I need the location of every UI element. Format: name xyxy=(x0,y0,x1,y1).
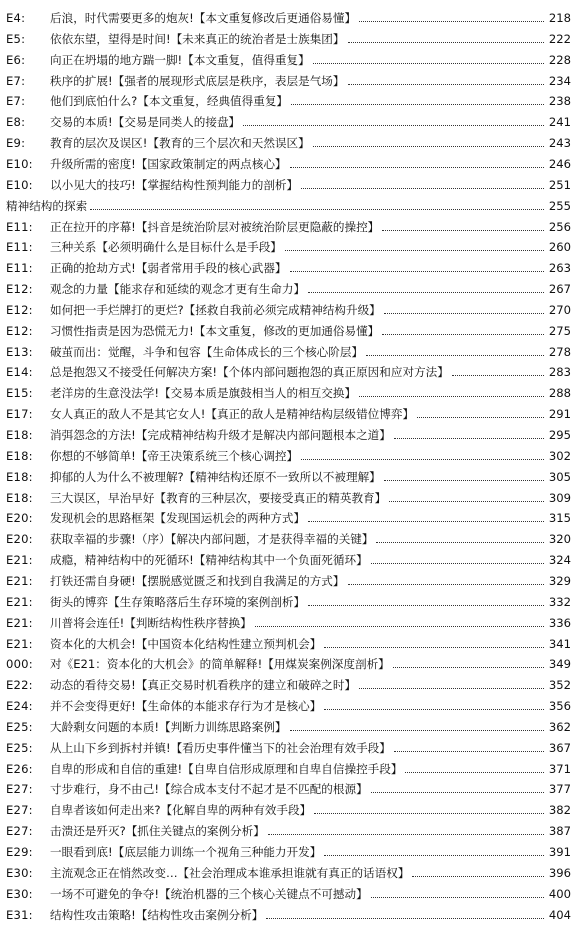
toc-entry-page-number: 246 xyxy=(548,156,571,171)
toc-entry-page-number: 263 xyxy=(548,261,571,276)
toc-entry-page-number: 367 xyxy=(548,740,571,755)
toc-entry-code: E12: xyxy=(6,282,33,297)
toc-entry-title: 三大误区，早治早好【教育的三种层次，要接受真正的精英教育】 xyxy=(50,490,387,505)
dot-leader xyxy=(382,333,544,335)
toc-entry-page-number: 332 xyxy=(548,594,571,609)
toc-entry[interactable] xyxy=(6,862,571,884)
toc-entry[interactable] xyxy=(6,487,571,509)
toc-entry-title: 如何把一手烂牌打的更烂?【拯救自我前必须完成精神结构升级】 xyxy=(50,302,381,317)
toc-entry-title: 以小见大的技巧!【掌握结构性预判能力的剖析】 xyxy=(50,177,299,192)
toc-entry[interactable] xyxy=(6,28,571,50)
toc-entry-title: 他们到底怕什么?【本文重复，经典值得重复】 xyxy=(50,94,289,109)
toc-entry-page-number: 404 xyxy=(548,907,571,922)
toc-entry-title: 依依东望，望得是时间!【未来真正的统治者是士族集团】 xyxy=(50,31,345,46)
toc-entry[interactable] xyxy=(6,216,571,238)
dot-leader xyxy=(371,562,544,564)
toc-entry[interactable] xyxy=(6,299,571,321)
dot-leader xyxy=(308,291,544,293)
toc-entry-code: E27: xyxy=(6,782,33,797)
toc-entry[interactable] xyxy=(6,236,571,258)
toc-entry-title: 击溃还是歼灭?【抓住关键点的案例分析】 xyxy=(50,824,265,839)
toc-entry-title: 消弭怨念的方法!【完成精神结构升级才是解决内部问题根本之道】 xyxy=(50,428,391,442)
toc-entry-page-number: 241 xyxy=(548,115,571,130)
dot-leader xyxy=(324,854,544,856)
toc-entry-title: 升级所需的密度!【国家政策制定的两点核心】 xyxy=(50,156,287,171)
toc-entry-page-number: 243 xyxy=(548,136,571,151)
toc-entry-code: E5: xyxy=(6,31,26,46)
toc-entry[interactable] xyxy=(6,612,571,634)
toc-entry[interactable] xyxy=(6,90,571,112)
toc-entry-page-number: 329 xyxy=(548,573,571,588)
toc-entry-title: 从上山下乡到拆村并镇!【看历史事件懂当下的社会治理有效手段】 xyxy=(50,740,391,755)
toc-entry-code: E21: xyxy=(6,615,33,630)
dot-leader xyxy=(348,41,545,43)
toc-entry[interactable] xyxy=(6,591,571,613)
toc-entry-page-number: 222 xyxy=(548,31,571,46)
toc-entry-code: E27: xyxy=(6,824,33,839)
dot-leader xyxy=(394,437,544,439)
toc-entry[interactable] xyxy=(6,737,571,759)
toc-entry-page-number: 382 xyxy=(548,803,571,818)
dot-leader xyxy=(384,479,544,481)
toc-entry[interactable] xyxy=(6,445,571,467)
toc-entry-code: E12: xyxy=(6,302,33,317)
toc-entry-code: E17: xyxy=(6,407,33,422)
toc-entry-code: E10: xyxy=(6,177,33,192)
toc-entry-title: 后浪，时代需要更多的炮灰!【本文重复修改后更通俗易懂】 xyxy=(50,11,357,25)
toc-entry-page-number: 238 xyxy=(548,94,571,109)
toc-entry[interactable] xyxy=(6,653,571,675)
toc-entry-code: E18: xyxy=(6,469,33,484)
toc-entry-title: 抑郁的人为什么不被理解?【精神结构还原不一致所以不被理解】 xyxy=(50,469,381,484)
toc-entry-page-number: 391 xyxy=(548,845,571,859)
dot-leader xyxy=(394,750,544,752)
toc-entry-page-number: 275 xyxy=(548,323,571,338)
toc-entry[interactable] xyxy=(6,257,571,279)
toc-entry-code: E21: xyxy=(6,594,33,609)
toc-entry-code: E29: xyxy=(6,845,33,859)
toc-entry[interactable] xyxy=(6,570,571,592)
toc-entry-title: 资本化的大机会!【中国资本化结构性建立预判机会】 xyxy=(50,636,322,651)
dot-leader xyxy=(291,103,544,105)
toc-entry[interactable] xyxy=(6,70,571,92)
toc-entry-page-number: 362 xyxy=(548,719,571,734)
toc-entry-code: E11: xyxy=(6,261,33,276)
dot-leader xyxy=(405,771,544,773)
toc-entry[interactable] xyxy=(6,7,571,29)
dot-leader xyxy=(382,229,544,231)
toc-entry[interactable] xyxy=(6,320,571,342)
toc-entry[interactable] xyxy=(6,633,571,655)
toc-entry-page-number: 291 xyxy=(548,407,571,422)
dot-leader xyxy=(371,896,544,898)
toc-entry-title: 成瘾，精神结构中的死循环!【精神结构其中一个负面死循环】 xyxy=(50,553,368,568)
toc-entry-page-number: 324 xyxy=(548,553,571,568)
toc-entry[interactable] xyxy=(6,528,571,550)
toc-entry[interactable] xyxy=(6,341,571,363)
toc-entry-title: 川普将会连任!【判断结构性秩序替换】 xyxy=(50,615,252,630)
toc-entry-page-number: 251 xyxy=(548,177,571,192)
dot-leader xyxy=(255,625,544,627)
toc-entry-title: 破茧而出：觉醒，斗争和包容【生命体成长的三个核心阶层】 xyxy=(50,344,364,359)
dot-leader xyxy=(389,500,544,502)
dot-leader xyxy=(314,812,544,814)
toc-entry-page-number: 387 xyxy=(548,824,571,839)
dot-leader xyxy=(90,208,544,210)
toc-entry-code: E25: xyxy=(6,719,33,734)
toc-entry-code: E18: xyxy=(6,490,33,505)
toc-entry[interactable] xyxy=(6,904,571,926)
dot-leader xyxy=(243,124,544,126)
dot-leader xyxy=(348,583,545,585)
toc-entry-code: E6: xyxy=(6,52,26,67)
toc-entry-title: 获取幸福的步骤!（序）【解决内部问题，才是获得幸福的关键】 xyxy=(50,532,374,547)
toc-entry-page-number: 356 xyxy=(548,699,571,714)
toc-entry-code: E31: xyxy=(6,907,33,922)
toc-entry-page-number: 228 xyxy=(548,52,571,67)
dot-leader xyxy=(313,62,544,64)
toc-entry-title: 一场不可避免的争夺!【统治机器的三个核心关键点不可撼动】 xyxy=(50,886,368,901)
toc-entry-page-number: 349 xyxy=(548,657,571,672)
toc-entry-code: E13: xyxy=(6,344,33,359)
toc-entry-title: 结构性攻击策略!【结构性攻击案例分析】 xyxy=(50,907,264,922)
toc-entry-code: E22: xyxy=(6,678,33,693)
toc-entry-title: 一眼看到底!【底层能力训练一个视角三种能力开发】 xyxy=(50,845,322,859)
dot-leader xyxy=(412,875,544,877)
toc-entry-code: E30: xyxy=(6,886,33,901)
toc-entry-title: 精神结构的探索 xyxy=(6,198,88,213)
toc-entry-code: E24: xyxy=(6,699,33,714)
toc-entry[interactable] xyxy=(6,382,571,404)
toc-entry-title: 正确的抢劫方式!【弱者常用手段的核心武器】 xyxy=(50,261,287,276)
toc-entry-title: 观念的力量【能求存和延续的观念才更有生命力】 xyxy=(50,282,306,297)
dot-leader xyxy=(313,145,544,147)
toc-entry-page-number: 309 xyxy=(548,490,571,505)
dot-leader xyxy=(290,729,544,731)
toc-entry-page-number: 234 xyxy=(548,73,571,88)
toc-entry[interactable] xyxy=(6,49,571,71)
toc-entry[interactable] xyxy=(6,111,571,133)
toc-entry-page-number: 320 xyxy=(548,532,571,547)
toc-entry[interactable] xyxy=(6,841,571,863)
toc-entry-title: 主流观念正在悄然改变…【社会治理成本谁承担谁就有真正的话语权】 xyxy=(50,865,410,880)
toc-entry-code: E25: xyxy=(6,740,33,755)
toc-entry-code: E30: xyxy=(6,865,33,880)
dot-leader xyxy=(290,166,544,168)
toc-entry[interactable] xyxy=(6,424,571,446)
toc-entry-code: E21: xyxy=(6,573,33,588)
dot-leader xyxy=(384,312,544,314)
toc-entry-title: 动态的看待交易!【真正交易时机看秩序的建立和破碎之时】 xyxy=(50,678,357,693)
toc-entry[interactable] xyxy=(6,174,571,196)
toc-entry-title: 打铁还需自身硬!【摆脱感觉匮乏和找到自我满足的方式】 xyxy=(50,573,345,588)
toc-entry[interactable] xyxy=(6,132,571,154)
toc-entry-page-number: 256 xyxy=(548,219,571,234)
toc-entry-code: E18: xyxy=(6,428,33,442)
toc-entry-title: 习惯性指责是因为恐慌无力!【本文重复，修改的更加通俗易懂】 xyxy=(50,323,380,338)
toc-entry-page-number: 396 xyxy=(548,865,571,880)
toc-entry[interactable] xyxy=(6,716,571,738)
toc-entry[interactable] xyxy=(6,153,571,175)
dot-leader xyxy=(301,187,544,189)
toc-entry-title: 寸步难行，身不由己!【综合成本支付不起才是不匹配的根源】 xyxy=(50,782,368,797)
toc-entry-code: E21: xyxy=(6,636,33,651)
toc-entry-title: 向正在坍塌的地方踹一脚!【本文重复，值得重复】 xyxy=(50,52,310,67)
toc-entry-code: E8: xyxy=(6,115,26,130)
toc-entry-page-number: 278 xyxy=(548,344,571,359)
toc-entry-page-number: 377 xyxy=(548,782,571,797)
toc-entry-title: 你想的不够简单!【帝王决策系统三个核心调控】 xyxy=(50,448,299,463)
dot-leader xyxy=(417,416,544,418)
toc-entry[interactable] xyxy=(6,361,571,383)
toc-entry-title: 街头的博弈【生存策略落后生存环境的案例剖析】 xyxy=(50,594,306,609)
toc-entry-code: E20: xyxy=(6,511,33,526)
toc-entry-code: E21: xyxy=(6,553,33,568)
dot-leader xyxy=(290,270,544,272)
toc-entry-page-number: 260 xyxy=(548,240,571,255)
toc-entry[interactable] xyxy=(6,799,571,821)
toc-entry[interactable] xyxy=(6,403,571,425)
dot-leader xyxy=(371,791,544,793)
toc-entry[interactable] xyxy=(6,883,571,905)
toc-entry-code: E20: xyxy=(6,532,33,547)
toc-entry-code: E18: xyxy=(6,448,33,463)
toc-entry-page-number: 341 xyxy=(548,636,571,651)
dot-leader xyxy=(376,541,544,543)
toc-entry-page-number: 288 xyxy=(548,386,571,401)
toc-entry-page-number: 371 xyxy=(548,761,571,776)
toc-entry-title: 对《E21：资本化的大机会》的简单解释!【用煤炭案例深度剖析】 xyxy=(50,657,390,672)
toc-entry[interactable] xyxy=(6,466,571,488)
toc-entry-title: 并不会变得更好!【生命体的本能求存行为才是核心】 xyxy=(50,699,322,714)
toc-entry-page-number: 302 xyxy=(548,448,571,463)
toc-entry-page-number: 336 xyxy=(548,615,571,630)
dot-leader xyxy=(452,374,544,376)
toc-entry[interactable] xyxy=(6,820,571,842)
toc-entry[interactable] xyxy=(6,278,571,300)
dot-leader xyxy=(324,708,544,710)
toc-entry-title: 大龄剩女问题的本质!【判断力训练思路案例】 xyxy=(50,719,287,734)
toc-entry-page-number: 295 xyxy=(548,428,571,442)
toc-entry-title: 秩序的扩展!【强者的展现形式底层是秩序，表层是气场】 xyxy=(50,73,345,88)
toc-entry-page-number: 352 xyxy=(548,678,571,693)
toc-entry-page-number: 315 xyxy=(548,511,571,526)
toc-entry-page-number: 305 xyxy=(548,469,571,484)
dot-leader xyxy=(359,395,544,397)
toc-entry-title: 自卑的形成和自信的重建!【自卑自信形成原理和自卑自信操控手段】 xyxy=(50,761,403,776)
toc-entry-title: 总是抱怨又不接受任何解决方案!【个体内部问题抱怨的真正原因和应对方法】 xyxy=(50,365,449,380)
dot-leader xyxy=(359,687,544,689)
toc-entry-title: 三种关系【必须明确什么是目标什么是手段】 xyxy=(50,240,282,255)
toc-entry-page-number: 218 xyxy=(548,11,571,25)
dot-leader xyxy=(359,20,544,22)
toc-entry-title: 交易的本质!【交易是同类人的接盘】 xyxy=(50,115,241,130)
toc-entry-title: 正在拉开的序幕!【抖音是统治阶层对被统治阶层更隐蔽的操控】 xyxy=(50,219,380,234)
dot-leader xyxy=(348,83,545,85)
toc-entry-code: E26: xyxy=(6,761,33,776)
toc-entry-title: 自卑者该如何走出来?【化解自卑的两种有效手段】 xyxy=(50,803,312,818)
toc-entry-title: 教育的层次及误区!【教育的三个层次和天然误区】 xyxy=(50,136,310,151)
toc-entry-code: E7: xyxy=(6,73,26,88)
toc-entry-title: 老洋房的生意没法学!【交易本质是旗鼓相当人的相互交换】 xyxy=(50,386,357,401)
dot-leader xyxy=(301,458,544,460)
dot-leader xyxy=(324,646,544,648)
toc-entry[interactable] xyxy=(6,778,571,800)
toc-entry[interactable] xyxy=(6,695,571,717)
toc-entry-page-number: 255 xyxy=(548,198,571,213)
toc-entry-page-number: 400 xyxy=(548,886,571,901)
toc-entry-code: E12: xyxy=(6,323,33,338)
toc-entry[interactable] xyxy=(6,549,571,571)
dot-leader xyxy=(308,604,544,606)
toc-entry[interactable] xyxy=(6,507,571,529)
toc-entry-code: E4: xyxy=(6,11,26,25)
toc-entry-code: E9: xyxy=(6,136,26,151)
toc-entry-code: E11: xyxy=(6,240,33,255)
dot-leader xyxy=(268,833,544,835)
toc-entry-code: 000: xyxy=(6,657,33,672)
toc-entry-code: E10: xyxy=(6,156,33,171)
toc-entry[interactable] xyxy=(6,674,571,696)
dot-leader xyxy=(366,354,544,356)
dot-leader xyxy=(266,917,544,919)
toc-entry-code: E11: xyxy=(6,219,33,234)
toc-entry-page-number: 283 xyxy=(548,365,571,380)
dot-leader xyxy=(308,520,544,522)
toc-entry-title: 女人真正的敌人不是其它女人!【真正的敌人是精神结构层级错位博弈】 xyxy=(50,407,415,422)
toc-entry-page-number: 267 xyxy=(548,282,571,297)
toc-entry[interactable] xyxy=(6,758,571,780)
toc-entry-code: E7: xyxy=(6,94,26,109)
toc-section-heading[interactable] xyxy=(6,195,571,217)
toc-entry-page-number: 270 xyxy=(548,302,571,317)
toc-entry-code: E14: xyxy=(6,365,33,380)
dot-leader xyxy=(285,249,544,251)
toc-entry-title: 发现机会的思路框架【发现国运机会的两种方式】 xyxy=(50,511,306,526)
toc-entry-code: E15: xyxy=(6,386,33,401)
toc-entry-code: E27: xyxy=(6,803,33,818)
dot-leader xyxy=(393,666,544,668)
